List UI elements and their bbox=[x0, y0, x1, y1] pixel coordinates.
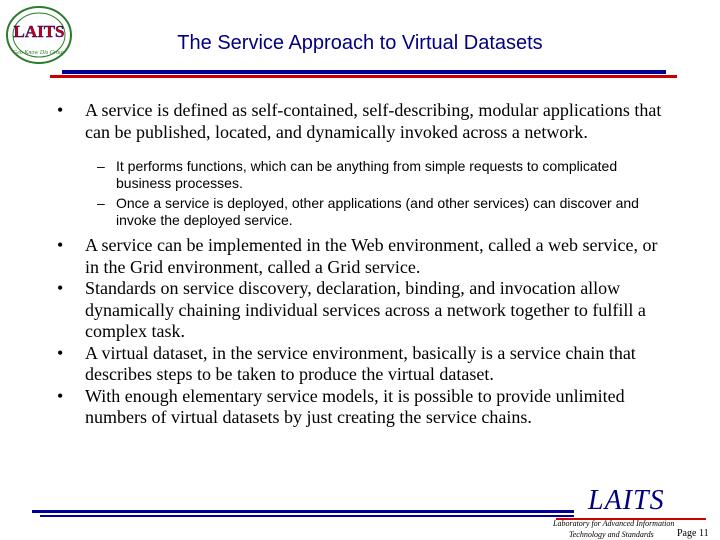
bullet-item bbox=[55, 343, 665, 386]
page-number: Page 11 bbox=[677, 528, 709, 539]
bullet-item bbox=[55, 100, 665, 143]
sub-bullet-text: It performs functions, which can be anything from simple requests to complicated business processes. bbox=[116, 158, 618, 191]
bullet-marker: • bbox=[57, 342, 64, 363]
bullet-item bbox=[55, 278, 665, 343]
bullet-marker: • bbox=[57, 235, 64, 255]
bullet-text: With enough elementary service models, it is possible to provide unlimited numbers of virtual datasets by just creating the service chains. bbox=[85, 385, 625, 427]
laits-logo bbox=[4, 4, 74, 66]
page-title: The Service Approach to Virtual Datasets bbox=[177, 32, 543, 54]
svg-text:Geo Know Dis Group: Geo Know Dis Group bbox=[12, 50, 66, 56]
bullet-marker: • bbox=[57, 100, 64, 120]
sub-bullet-item bbox=[55, 158, 665, 192]
sub-bullet-list bbox=[55, 158, 665, 229]
sub-bullet-item bbox=[55, 195, 665, 229]
bullet-marker: • bbox=[57, 385, 64, 406]
bullet-text: A service can be implemented in the Web environment, called a web service, or in the Grid environment, called a Grid service. bbox=[85, 235, 658, 277]
bullet-marker: • bbox=[57, 278, 64, 298]
bullet-item bbox=[55, 386, 665, 429]
footer-lab-line1: Laboratory for Advanced Information bbox=[553, 519, 675, 528]
footer-logo: LAITS bbox=[588, 485, 665, 516]
footer-lab-line2: Technology and Standards bbox=[569, 530, 654, 539]
dash-marker: – bbox=[97, 195, 105, 211]
slide-content bbox=[55, 100, 665, 429]
bullet-item bbox=[55, 235, 665, 278]
bullet-text: Standards on service discovery, declaration, binding, and invocation allow dynamically chaining individual services across a network together to fulfill a complex task. bbox=[85, 278, 646, 341]
dash-marker: – bbox=[97, 158, 105, 174]
title-underline-red bbox=[50, 75, 677, 78]
footer-rule-blue-thin bbox=[40, 515, 574, 517]
footer-lab-name bbox=[553, 518, 693, 540]
title-underline-blue bbox=[62, 70, 666, 74]
svg-text:LAITS: LAITS bbox=[13, 22, 65, 41]
bullet-text: A service is defined as self-contained, self-describing, modular applications that can be published, located, and dynamically invoked across a network. bbox=[85, 100, 662, 142]
bullet-text: A virtual dataset, in the service environment, basically is a service chain that describes steps to be taken to produce the virtual dataset. bbox=[85, 342, 636, 384]
sub-bullet-text: Once a service is deployed, other applications (and other services) can discover and invoke the deployed service. bbox=[116, 195, 639, 228]
footer-rule-blue bbox=[32, 510, 574, 513]
